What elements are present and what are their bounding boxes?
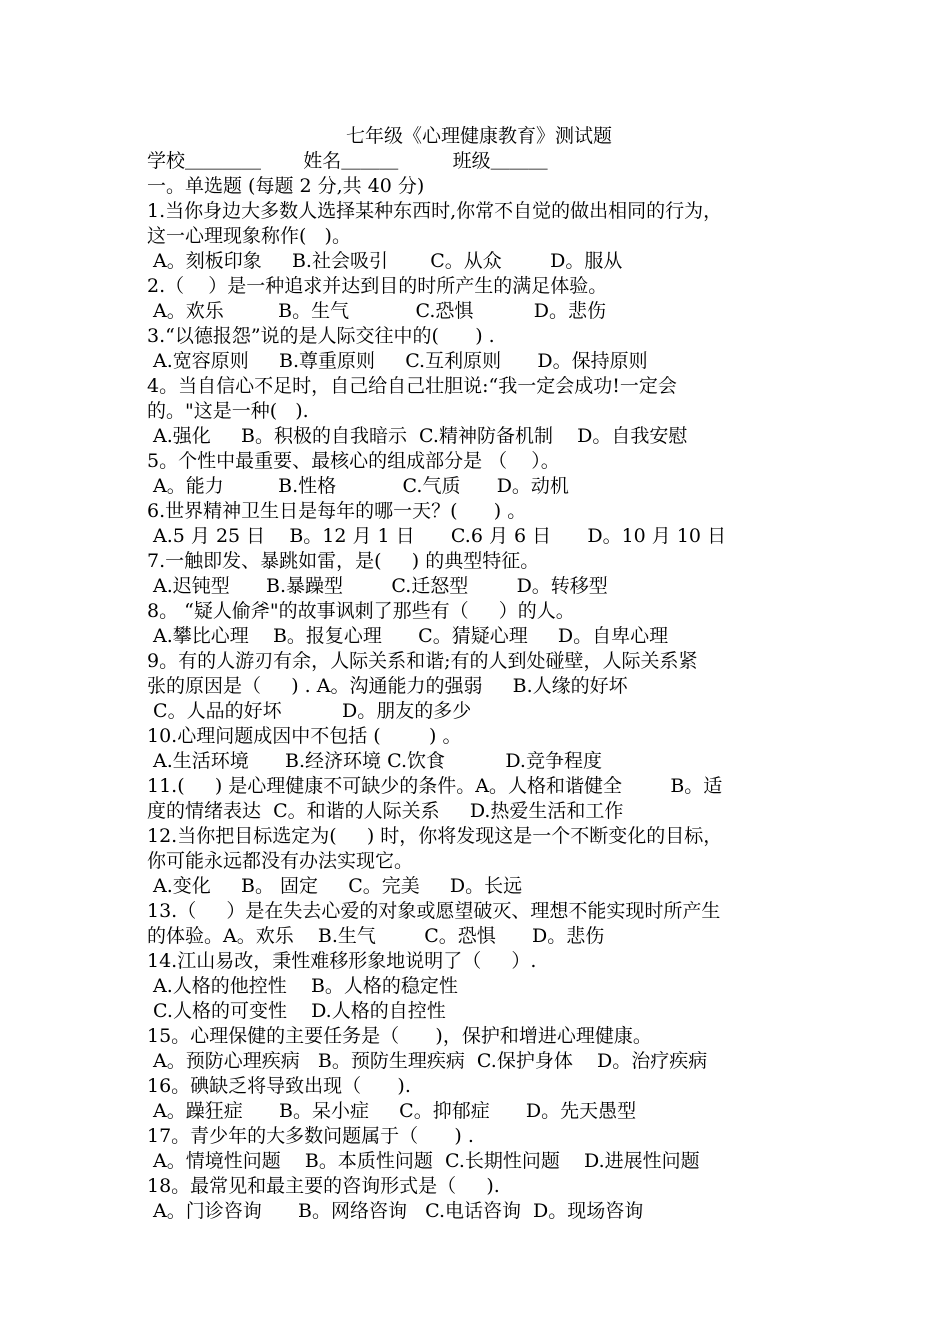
text-line-28: A.变化 B。 固定 C。完美 D。长远 <box>147 875 523 897</box>
text-line-3: A。刻板印象 B.社会吸引 C。从众 D。服从 <box>147 250 623 272</box>
text-line-23: A.生活环境 B.经济环境 C.饮食 D.竞争程度 <box>147 750 602 772</box>
text-line-5: A。欢乐 B。生气 C.恐惧 D。悲伤 <box>147 300 607 322</box>
text-line-26: 12.当你把目标选定为( ) 时，你将发现这是一个不断变化的目标， <box>147 825 723 847</box>
text-line-39: A。情境性问题 B。本质性问题 C.长期性问题 D.进展性问题 <box>147 1150 700 1172</box>
text-line-8: 4。当自信心不足时，自己给自己壮胆说:“我一定会成功!一定会 <box>147 375 677 397</box>
text-line-9: 的。"这是一种( ). <box>147 400 309 422</box>
text-line-6: 3.“以德报怨”说的是人际交往中的( ) . <box>147 325 495 347</box>
text-line-30: 的体验。A。欢乐 B.生气 C。恐惧 D。悲伤 <box>147 925 605 947</box>
text-line-13: 6.世界精神卫生日是每年的哪一天？( ) 。 <box>147 500 527 522</box>
text-line-21: C。人品的好坏 D。朋友的多少 <box>147 700 472 722</box>
text-line-10: A.强化 B。积极的自我暗示 C.精神防备机制 D。自我安慰 <box>147 425 688 447</box>
text-line-38: 17。青少年的大多数问题属于（ ) . <box>147 1125 474 1147</box>
text-line-12: A。能力 B.性格 C.气质 D。动机 <box>147 475 569 497</box>
text-line-7: A.宽容原则 B.尊重原则 C.互利原则 D。保持原则 <box>147 350 648 372</box>
text-line-36: 16。碘缺乏将导致出现（ ). <box>147 1075 411 1097</box>
text-line-25: 度的情绪表达 C。和谐的人际关系 D.热爱生活和工作 <box>147 800 624 822</box>
text-line-27: 你可能永远都没有办法实现它。 <box>147 850 414 872</box>
text-line-34: 15。心理保健的主要任务是（ )，保护和增进心理健康。 <box>147 1025 652 1047</box>
text-line-19: 9。有的人游刃有余，人际关系和谐;有的人到处碰壁，人际关系紧 <box>147 650 698 672</box>
text-line-20: 张的原因是（ ) . A。沟通能力的强弱 B.人缘的好坏 <box>147 675 628 697</box>
text-line-24: 11.( ) 是心理健康不可缺少的条件。A。人格和谐健全 B。适 <box>147 775 723 797</box>
section-heading: 一。单选题 (每题 2 分,共 40 分) <box>147 175 425 197</box>
text-line-40: 18。最常见和最主要的咨询形式是（ ). <box>147 1175 500 1197</box>
student-info-line: 学校＿＿＿＿ 姓名＿＿＿ 班级＿＿＿ <box>147 150 548 172</box>
text-line-31: 14.江山易改，秉性难移形象地说明了（ ）. <box>147 950 537 972</box>
text-line-1: 1.当你身边大多数人选择某种东西时,你常不自觉的做出相同的行为， <box>147 200 723 222</box>
text-line-14: A.5 月 25 日 B。12 月 1 日 C.6 月 6 日 D。10 月 10 日 <box>147 525 727 547</box>
text-line-35: A。预防心理疾病 B。预防生理疾病 C.保护身体 D。治疗疾病 <box>147 1050 708 1072</box>
text-line-16: A.迟钝型 B.暴躁型 C.迁怒型 D。转移型 <box>147 575 608 597</box>
text-line-22: 10.心理问题成因中不包括 ( ) 。 <box>147 725 462 747</box>
document-title: 七年级《心理健康教育》测试题 <box>345 125 612 147</box>
text-line-11: 5。个性中最重要、最核心的组成部分是 （ ）。 <box>147 450 560 472</box>
text-line-4: 2.（ ）是一种追求并达到目的时所产生的满足体验。 <box>147 275 608 297</box>
text-line-37: A。躁狂症 B。呆小症 C。抑郁症 D。先天愚型 <box>147 1100 637 1122</box>
text-line-29: 13.（ ）是在失去心爱的对象或愿望破灭、理想不能实现时所产生 <box>147 900 721 922</box>
text-line-33: C.人格的可变性 D.人格的自控性 <box>147 1000 446 1022</box>
text-line-17: 8。 “疑人偷斧"的故事讽刺了那些有（ ）的人。 <box>147 600 575 622</box>
text-line-2: 这一心理现象称作( )。 <box>147 225 351 247</box>
text-line-15: 7.一触即发、暴跳如雷，是( ) 的典型特征。 <box>147 550 540 572</box>
document-body <box>147 124 811 1224</box>
text-line-18: A.攀比心理 B。报复心理 C。猜疑心理 D。自卑心理 <box>147 625 669 647</box>
text-line-32: A.人格的他控性 B。人格的稳定性 <box>147 975 458 997</box>
text-line-41: A。门诊咨询 B。网络咨询 C.电话咨询 D。现场咨询 <box>147 1200 644 1222</box>
